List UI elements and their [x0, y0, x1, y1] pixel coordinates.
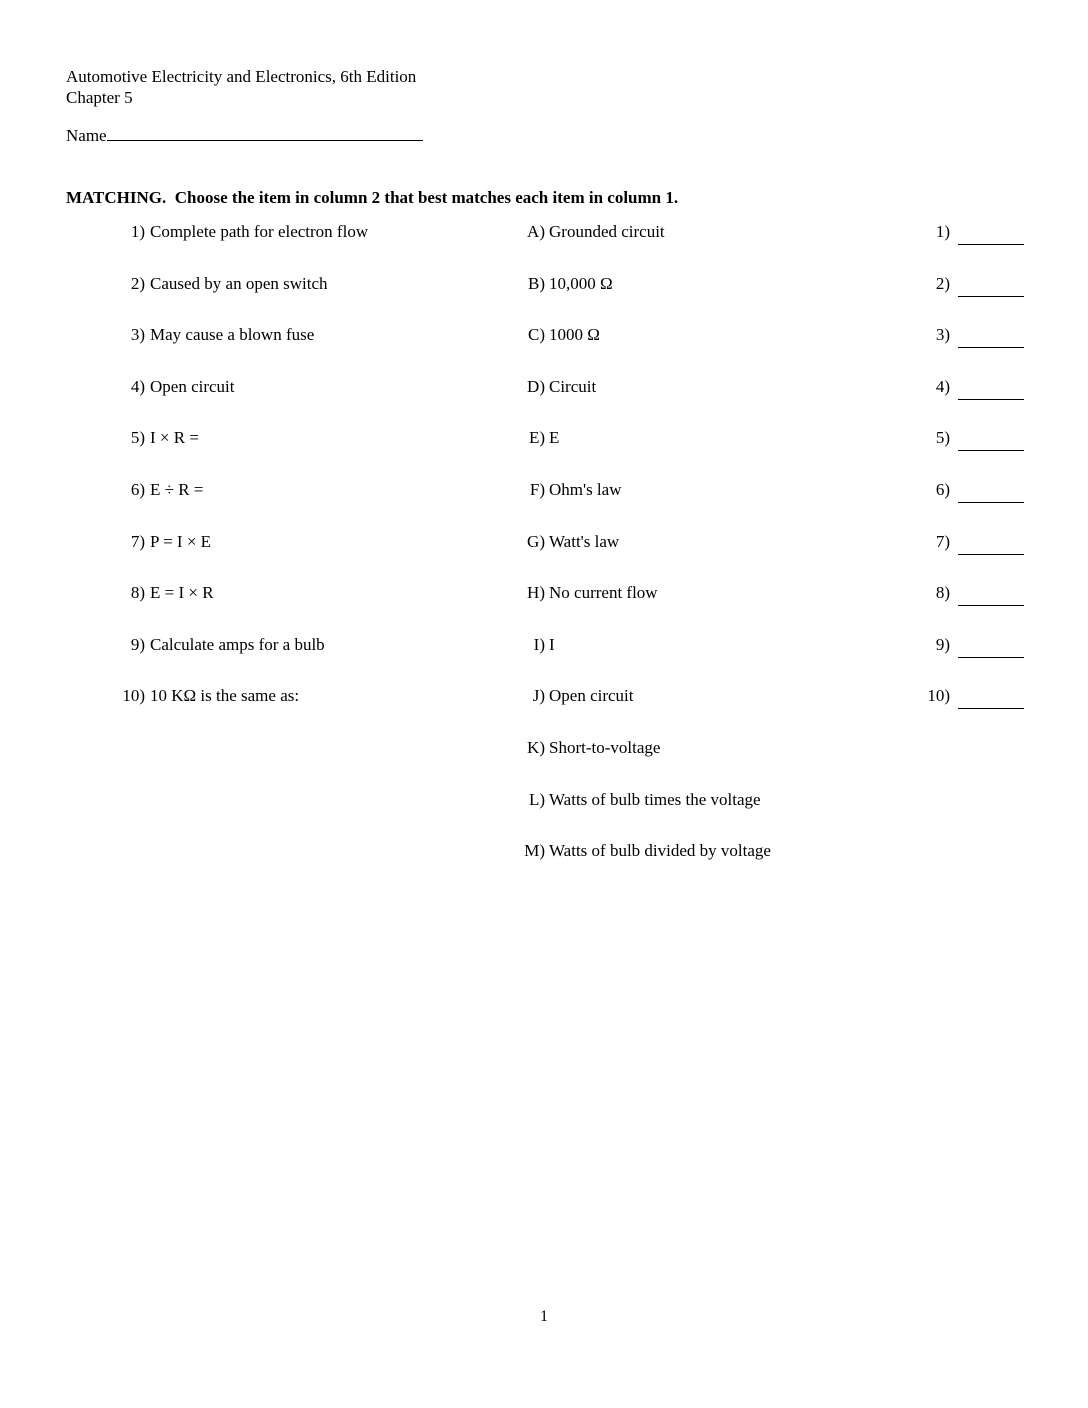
matching-row: [66, 738, 1026, 790]
column1-item-text: Caused by an open switch: [150, 273, 328, 293]
answer-number: 5): [935, 428, 950, 448]
column1-item-text: 10 KΩ is the same as:: [150, 686, 300, 706]
answer-blank: [958, 536, 1024, 555]
column2-item-text: E: [549, 428, 560, 448]
matching-row: [66, 635, 1026, 687]
column1-item-number: 8): [130, 583, 145, 603]
answer-blank: [958, 329, 1024, 348]
column1-item-text: May cause a blown fuse: [150, 325, 315, 345]
column2-item-letter: D): [527, 376, 545, 396]
column2-item-text: I: [549, 634, 555, 654]
column1-item-number: 4): [130, 376, 145, 396]
column2-item-letter: H): [527, 583, 545, 603]
column1-item-number: 9): [130, 634, 145, 654]
column1-item-text: P = I × E: [150, 531, 212, 551]
column2-item-letter: F): [529, 479, 545, 499]
answer-blank: [958, 484, 1024, 503]
answer-number: 8): [935, 583, 950, 603]
answer-blank: [958, 690, 1024, 709]
column1-item-text: E = I × R: [150, 583, 214, 603]
column1-item-text: Open circuit: [150, 376, 235, 396]
column1-item-text: Complete path for electron flow: [150, 222, 369, 241]
column2-item-letter: J): [532, 686, 545, 706]
column1-item-number: 7): [130, 531, 145, 551]
column1-item-text: Calculate amps for a bulb: [150, 634, 325, 654]
column2-item-text: Grounded circuit: [549, 222, 665, 241]
page-number: 1: [540, 1308, 548, 1325]
column2-item-letter: G): [527, 531, 545, 551]
answer-blank: [958, 587, 1024, 606]
answer-number: 3): [935, 325, 950, 345]
matching-row: [66, 686, 1026, 738]
matching-row: [66, 841, 1026, 893]
column2-item-text: No current flow: [549, 583, 658, 603]
matching-row: [66, 377, 1026, 429]
name-line: [66, 124, 423, 146]
answer-blank: [958, 278, 1024, 297]
document-title: Automotive Electricity and Electronics, 6th Edition: [66, 67, 417, 86]
column1-item-text: E ÷ R =: [150, 479, 204, 499]
column2-item-text: Watts of bulb divided by voltage: [549, 841, 771, 861]
column1-item-number: 10): [122, 686, 145, 706]
answer-blank: [958, 432, 1024, 451]
column1-item-number: 3): [130, 325, 145, 345]
name-blank: [107, 124, 423, 141]
column2-item-text: Watts of bulb times the voltage: [549, 789, 761, 809]
column1-item-number: 1): [130, 222, 145, 241]
answer-number: 10): [927, 686, 950, 706]
column2-item-letter: M): [524, 841, 545, 861]
column2-item-text: Circuit: [549, 376, 597, 396]
column2-item-text: Ohm's law: [549, 479, 622, 499]
column1-item-number: 2): [130, 273, 145, 293]
answer-blank: [958, 639, 1024, 658]
matching-instruction: MATCHING. Choose the item in column 2 that best matches each item in column 1.: [66, 188, 679, 207]
column1-item-number: 5): [130, 428, 145, 448]
column2-item-text: 1000 Ω: [549, 325, 600, 345]
matching-row: [66, 532, 1026, 584]
column2-item-letter: K): [527, 737, 545, 757]
matching-row: [66, 325, 1026, 377]
matching-row: [66, 583, 1026, 635]
matching-row: [66, 790, 1026, 842]
answer-number: 1): [935, 222, 950, 241]
column2-item-letter: E): [528, 428, 545, 448]
answer-number: 2): [935, 273, 950, 293]
column2-item-text: 10,000 Ω: [549, 273, 613, 293]
matching-row: [66, 222, 1026, 274]
column2-item-letter: A): [527, 222, 545, 241]
chapter-label: Chapter 5: [66, 88, 133, 107]
column2-item-text: Watt's law: [549, 531, 620, 551]
column2-item-letter: B): [528, 273, 545, 293]
answer-number: 4): [935, 376, 950, 396]
matching-row: [66, 428, 1026, 480]
column2-item-letter: I): [533, 634, 545, 654]
document-header: [66, 66, 416, 108]
answer-blank: [958, 226, 1024, 245]
answer-number: 9): [935, 634, 950, 654]
column2-item-letter: C): [528, 325, 545, 345]
matching-row: [66, 274, 1026, 326]
answer-blank: [958, 381, 1024, 400]
column2-item-text: Short-to-voltage: [549, 737, 661, 757]
name-label: Name: [66, 126, 107, 145]
answer-number: 7): [935, 531, 950, 551]
matching-section: [66, 222, 1026, 893]
column2-item-text: Open circuit: [549, 686, 634, 706]
answer-number: 6): [935, 479, 950, 499]
column1-item-number: 6): [130, 479, 145, 499]
column2-item-letter: L): [528, 789, 545, 809]
column1-item-text: I × R =: [150, 428, 199, 448]
matching-row: [66, 480, 1026, 532]
